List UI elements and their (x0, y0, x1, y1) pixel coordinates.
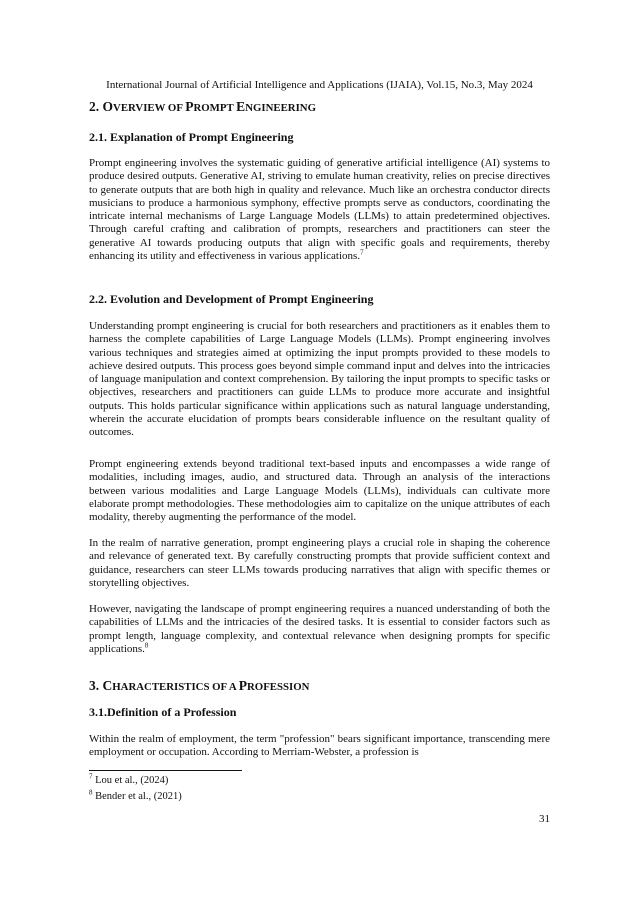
paragraph-2-2-d: However, navigating the landscape of prompt engineering requires a nuanced understanding of both the capabilities of LLMs and the intricacies of the desired tasks. It is essential to consider factors such as prompt length, language complexity, and contextual relevance when designing prompts for specific applications.$^8$ (89, 603, 550, 655)
paragraph-2-2-c: In the realm of narrative generation, prompt engineering plays a crucial role in shaping the coherence and relevance of generated text. By carefully constructing prompts that provide sufficient context and guidance, researchers can steer LLMs towards producing narratives that align with specific themes or storytelling objectives. (89, 537, 550, 589)
paragraph-3-1: Within the realm of employment, the term "profession" bears significant importance, transcending mere employment or occupation. According to Merriam-Webster, a profession is (89, 733, 550, 759)
footnote-ref-7[interactable]: 7 (360, 248, 364, 257)
paragraph-2-2-b: Prompt engineering extends beyond traditional text-based inputs and encompasses a wide range of modalities, including images, audio, and structured data. Through an analysis of the interactions between various modalities and Large Language Models (LLMs), individuals can cultivate more elaborate prompt methodologies. These methodologies aim to capitalize on the unique attributes of each modality, thereby augmenting the performance of the model. (89, 458, 550, 524)
paragraph-2-2-a: Understanding prompt engineering is crucial for both researchers and practitioners as it enables them to harness the complete capabilities of Large Language Models (LLMs). Prompt engineering involves various techniques and strategies aimed at optimizing the input prompts provided to these models to achieve desired outputs. This process goes beyond simple command input and delves into the intricacies of language manipulation and context comprehension. By tailoring the input prompts to specific tasks or objectives, researchers and practitioners can guide LLMs to produce more accurate and insightful outputs. This holds particular significance within applications such as natural language understanding, wherein the accurate elucidation of prompts bears considerable influence on the resultant quality of outcomes. (89, 320, 550, 439)
footnote-8: $^8$ Bender et al., (2021) (89, 788, 182, 802)
page-number: 31 (539, 813, 550, 825)
subsection-2-1-title: 2.1. Explanation of Prompt Engineering (89, 130, 294, 144)
subsection-2-2-title: 2.2. Evolution and Development of Prompt Engineering (89, 292, 374, 306)
footnote-ref-8[interactable]: 8 (144, 641, 149, 650)
paragraph-2-1: Prompt engineering involves the systematic guiding of generative artificial intelligence (AI) systems to produce desired outputs. Generative AI, striving to emulate human creativity, relies on precise directives to generate outputs that are both high in quality and relevance. Much like an orchestra conductor directs musicians to produce a harmonious symphony, effective prompts serve as conductors, coordinating the intricate internal mechanisms of Large Language Models (LLMs) to attain predetermined objectives. Through careful crafting and calibration of prompts, researchers and practitioners can steer the generative AI towards producing outputs that align with specific goals and requirements, thereby enhancing its utility and effectiveness in various applications.$^7$ (89, 157, 550, 263)
section-3-title: 3. CHARACTERISTICS OF A PROFESSION (89, 678, 310, 693)
footnote-separator (89, 770, 242, 771)
footnote-7: $^7$ Lou et al., (2024) (89, 772, 169, 786)
subsection-3-1-title: 3.1.Definition of a Profession (89, 705, 237, 719)
section-2-title: 2. OVERVIEW OF PROMPT ENGINEERING (89, 99, 316, 114)
running-head: International Journal of Artificial Intelligence and Applications (IJAIA), Vol.15, No.3, May 2024 (106, 79, 533, 91)
